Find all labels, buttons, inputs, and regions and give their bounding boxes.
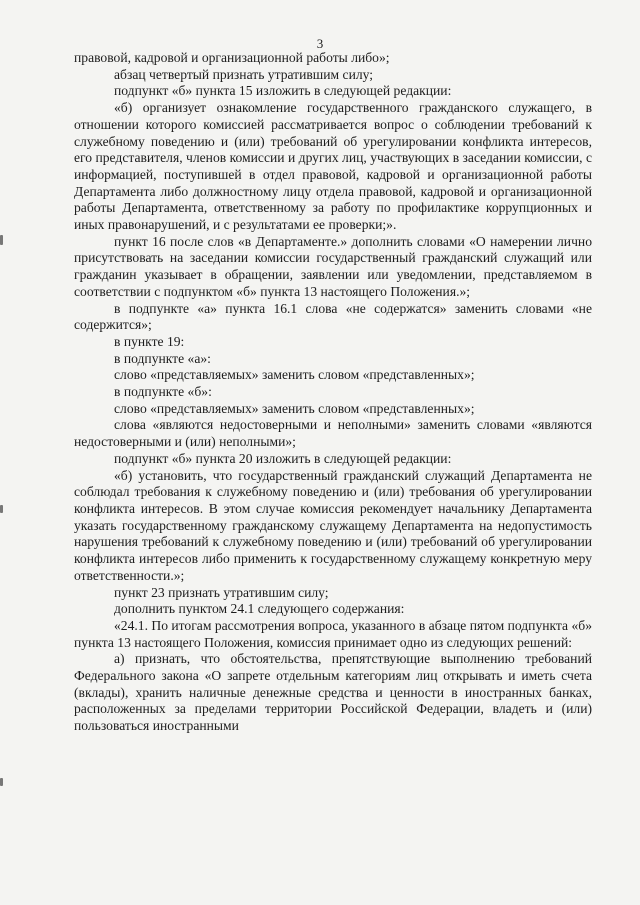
scan-margin-mark: [0, 778, 3, 786]
paragraph: правовой, кадровой и организационной работы либо»;: [74, 50, 390, 65]
paragraph: «б) установить, что государственный гражданский служащий Департамента не соблюдал требования к служебному поведению и (или) требования об урегулировании конфликта интересов. В этом случае комиссия рекомендует начальнику Департамента указать государственному гражданскому служащему Департамента на недопустимость нарушения требований к служебному поведению и (или) требований об урегулировании конфликта интересов либо применить к государственному служащему конкретную меру ответственности.»;: [74, 467, 592, 583]
paragraph: «б) организует ознакомление государственного гражданского служащего, в отношении которого комиссией рассматривается вопрос о соблюдении требований к служебному поведению и (или) требований об урегулировании конфликта интересов, его представителя, членов комиссии и других лиц, участвующих в заседании комиссии, с информацией, поступившей в отдел правовой, кадровой и организационной работы Департамента либо должностному лицу отдела правовой, кадровой и организационной работы Департамента, ответственному за работу по профилактике коррупционных и иных правонарушений, и с результатами ее проверки;».: [74, 100, 592, 233]
document-body: [74, 50, 592, 735]
page-number: 3: [316, 36, 324, 51]
paragraph: пункт 16 после слов «в Департаменте.» дополнить словами «О намерении лично присутствовать на заседании комиссии государственный гражданский служащий или гражданин указывает в обращении, заявлении или уведомлении, представляемом в соответствии с подпунктом «б» пункта 13 настоящего Положения.»;: [74, 233, 592, 299]
paragraph: в подпункте «б»:: [114, 384, 212, 400]
paragraph: подпункт «б» пункта 15 изложить в следующей редакции:: [114, 83, 452, 99]
paragraph: в подпункте «а» пункта 16.1 слова «не содержатся» заменить словами «не содержится»;: [74, 300, 592, 333]
scan-margin-mark: [0, 505, 3, 513]
paragraph: абзац четвертый признать утратившим силу;: [114, 66, 374, 82]
scan-margin-mark: [0, 235, 3, 245]
paragraph: подпункт «б» пункта 20 изложить в следующей редакции:: [114, 450, 452, 466]
paragraph: слова «являются недостоверными и неполными» заменить словами «являются недостоверными и (или) неполными»;: [74, 417, 592, 450]
paragraph: «24.1. По итогам рассмотрения вопроса, указанного в абзаце пятом подпункта «б» пункта 13 настоящего Положения, комиссия принимает одно из следующих решений:: [74, 617, 592, 650]
paragraph: слово «представляемых» заменить словом «представленных»;: [114, 400, 475, 416]
paragraph: в подпункте «а»:: [114, 350, 211, 366]
paragraph: а) признать, что обстоятельства, препятствующие выполнению требований Федерального закона «О запрете отдельным категориям лиц открывать и иметь счета (вклады), хранить наличные денежные средства и ценности в иностранных банках, расположенных за пределами территории Российской Федерации, владеть и (или) пользоваться иностранными: [74, 651, 592, 734]
paragraph: пункт 23 признать утратившим силу;: [114, 584, 329, 600]
paragraph: дополнить пунктом 24.1 следующего содержания:: [114, 601, 405, 617]
paragraph: слово «представляемых» заменить словом «представленных»;: [114, 367, 475, 383]
paragraph: в пункте 19:: [114, 333, 185, 349]
